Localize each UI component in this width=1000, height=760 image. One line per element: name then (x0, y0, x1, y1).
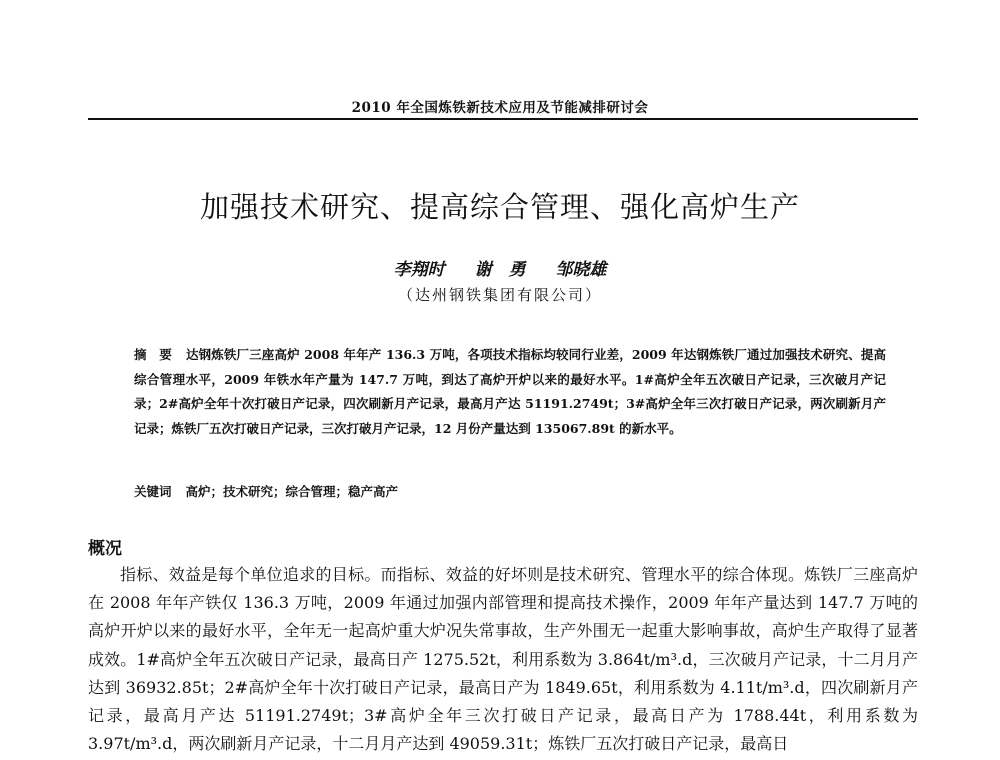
body-paragraph: 指标、效益是每个单位追求的目标。而指标、效益的好坏则是技术研究、管理水平的综合体现。炼铁厂三座高炉在 2008 年年产铁仅 136.3 万吨，2009 年通过加强内部管理和提高技术操作，2009 年年产量达到 147.7 万吨的高炉开炉以来的最好水平，全年无一起高炉重大炉况失常事故，生产外围无一起重大影响事故，高炉生产取得了显著成效。1#高炉全年五次破日产记录，最高日产 1275.52t，利用系数为 3.864t/m³.d，三次破月产记录，十二月月产达到 36932.85t；2#高炉全年十次打破日产记录，最高日产为 1849.65t，利用系数为 4.11t/m³.d，四次刷新月产记录，最高月产达 51191.2749t；3#高炉全年三次打破日产记录，最高日产为 1788.44t，利用系数为 3.97t/m³.d，两次刷新月产记录，十二月月产达到 49059.31t；炼铁厂五次打破日产记录，最高日 (88, 565, 918, 754)
keywords (134, 482, 398, 500)
section-heading: 概况 (88, 539, 122, 559)
header-rule (88, 118, 918, 120)
author: 李翔时 (393, 260, 445, 280)
author-list (0, 255, 1000, 280)
body-text (88, 561, 918, 758)
abstract-text: 达钢炼铁厂三座高炉 2008 年年产 136.3 万吨，各项技术指标均较同行业差，2009 年达钢炼铁厂通过加强技术研究、提高综合管理水平，2009 年铁水年产量为 147.7 万吨，到达了高炉开炉以来的最好水平。1#高炉全年五次破日产记录，三次破月产记录；2#高炉全年十次打破日产记录，四次刷新月产记录，最高月产达 51191.2749t；3#高炉全年三次打破日产记录，两次刷新月产记录；炼铁厂五次打破日产记录，三次打破月产记录，12 月份产量达到 135067.89t 的新水平。 (134, 347, 886, 436)
author: 邹晓雄 (555, 260, 607, 280)
paper-title: 加强技术研究、提高综合管理、强化高炉生产 (199, 190, 800, 224)
running-header: 2010 年全国炼铁新技术应用及节能减排研讨会 (351, 100, 649, 116)
abstract-label: 摘 要 (134, 347, 172, 362)
abstract (134, 343, 886, 441)
keywords-text: 高炉；技术研究；综合管理；稳产高产 (185, 484, 399, 499)
keywords-label: 关键词 (134, 484, 172, 499)
author: 谢 勇 (474, 260, 526, 280)
affiliation: （达州钢铁集团有限公司） (397, 286, 602, 304)
